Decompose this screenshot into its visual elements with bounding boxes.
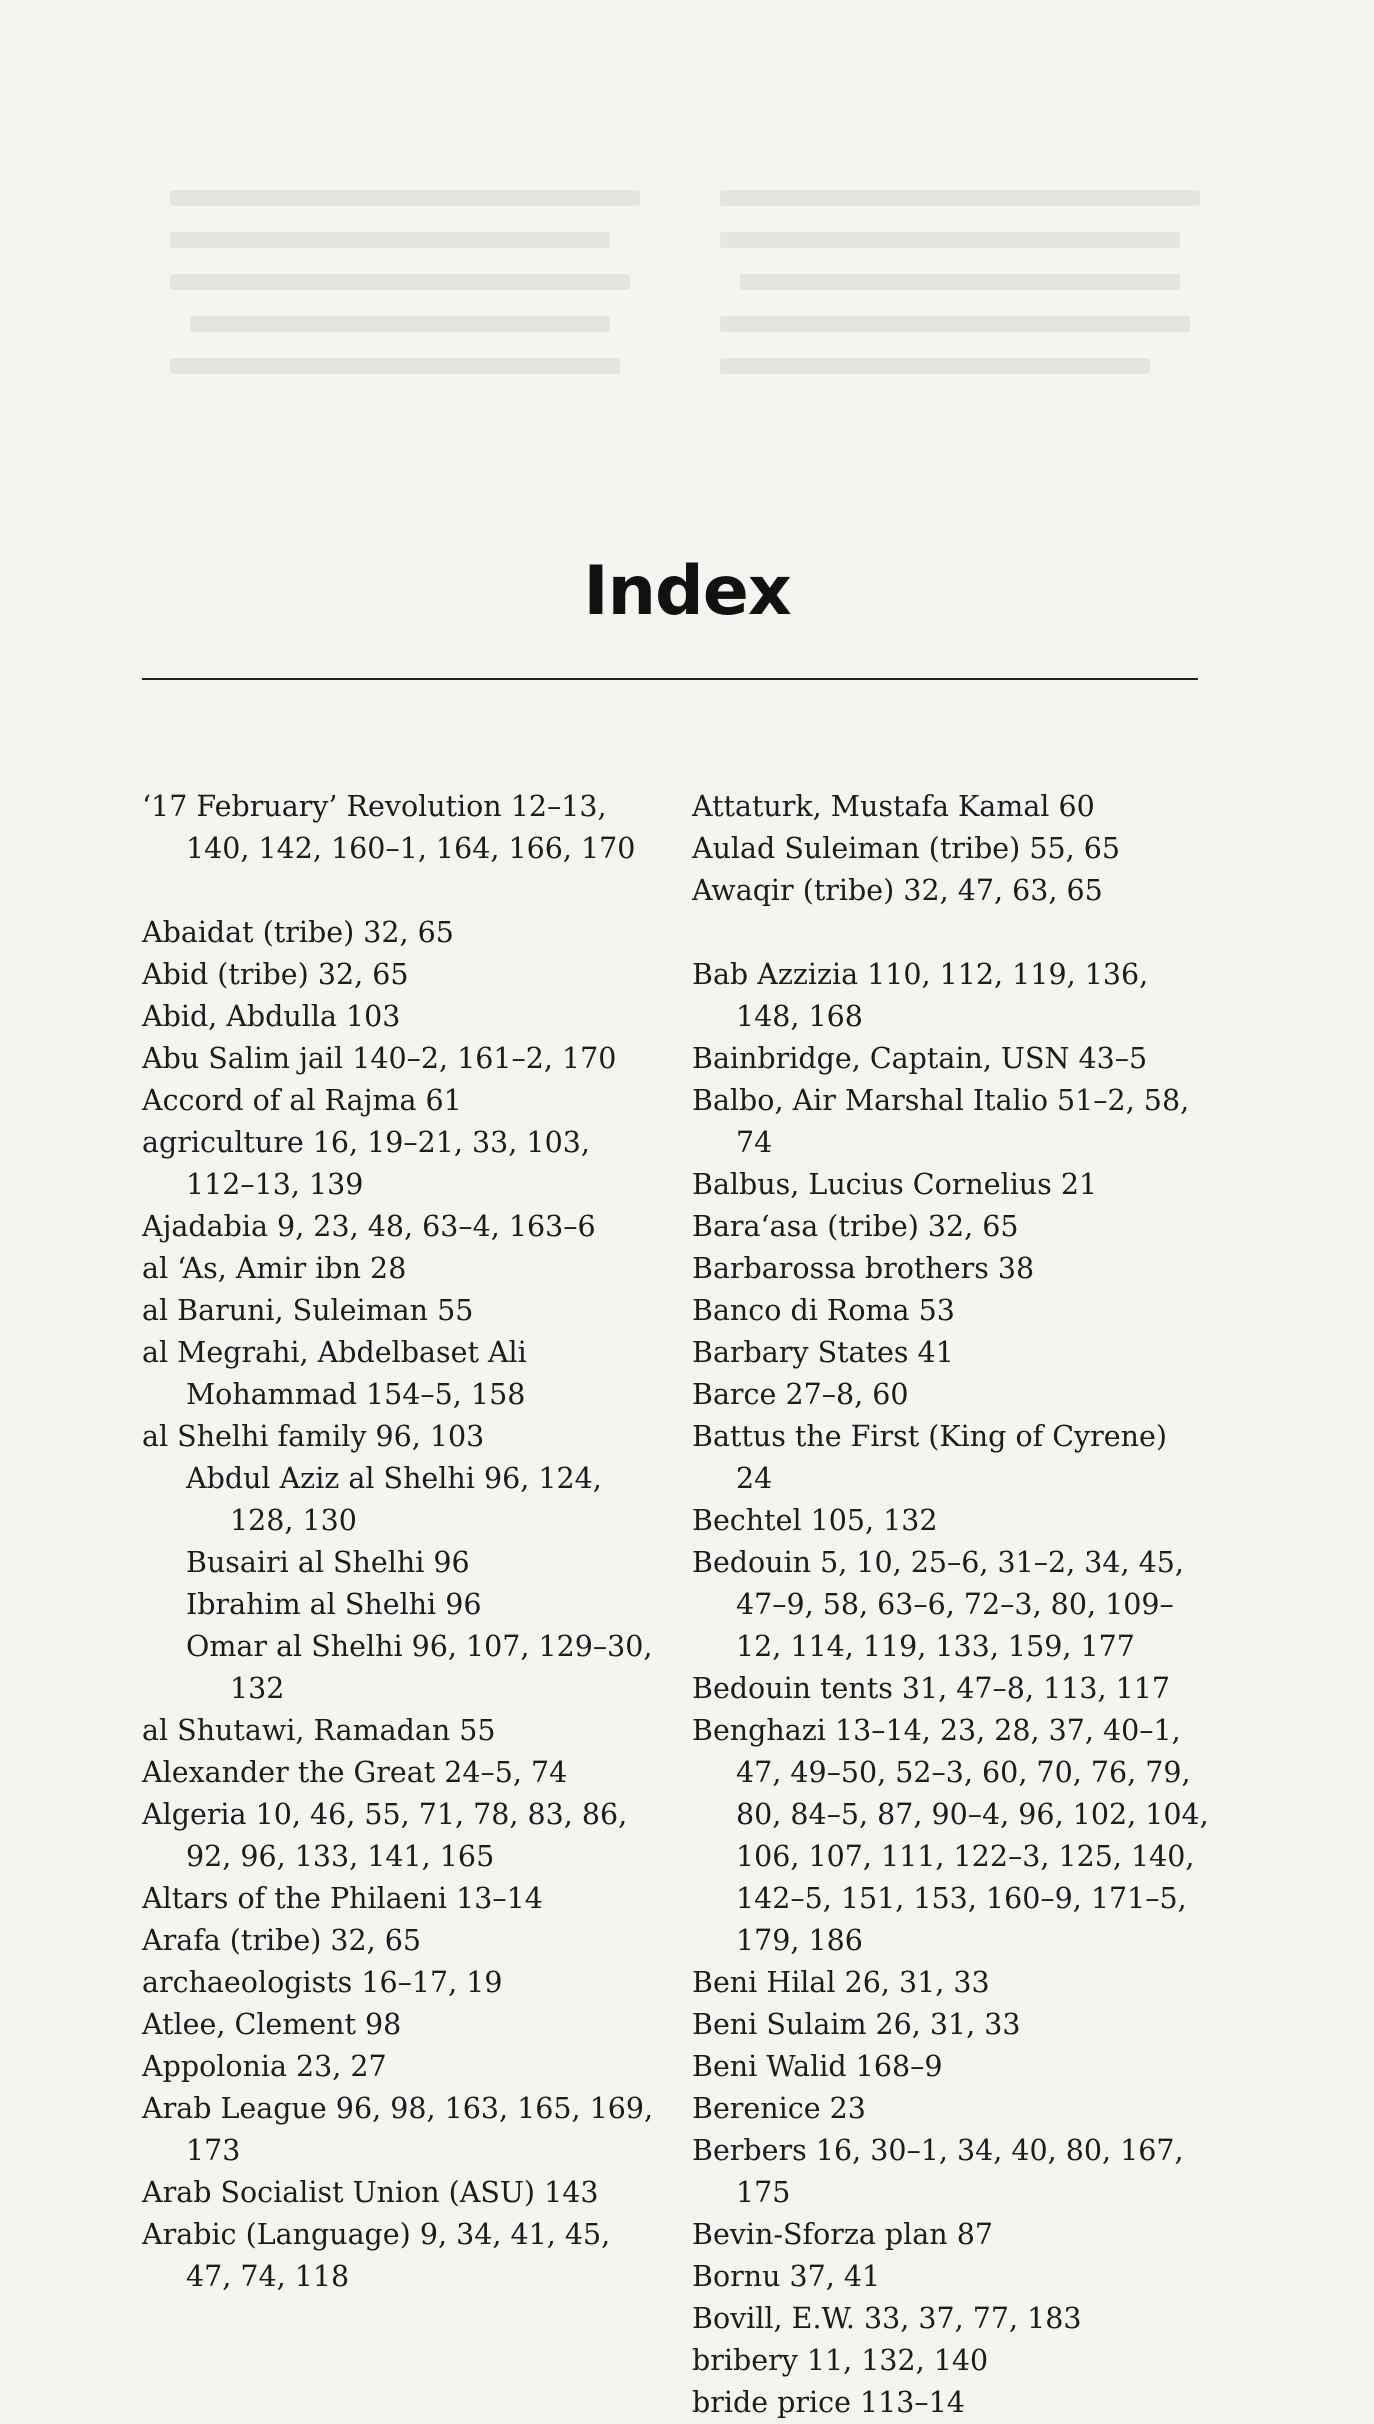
- index-entry: Banco di Roma 53: [692, 1294, 955, 1327]
- index-subentry: Busairi al Shelhi 96: [186, 1546, 470, 1579]
- title-divider: [142, 678, 1198, 680]
- index-entry: Bovill, E.W. 33, 37, 77, 183: [692, 2302, 1082, 2335]
- index-entry: bride price 113–14: [692, 2386, 965, 2419]
- index-entry: Barce 27–8, 60: [692, 1378, 909, 1411]
- index-entry: Benghazi 13–14, 23, 28, 37, 40–1, 47, 49–50, 52–3, 60, 70, 76, 79, 80, 84–5, 87, 90–4, 96, 102, 104, 106, 107, 111, 122–3, 125, 140, 142–5, 151, 153, 160–9, 171–5, 179, 186: [692, 1714, 1209, 1957]
- index-entry: Beni Sulaim 26, 31, 33: [692, 2008, 1021, 2041]
- index-entry: Awaqir (tribe) 32, 47, 63, 65: [692, 874, 1103, 907]
- index-entry: Berenice 23: [692, 2092, 866, 2125]
- index-entry: Bara‘asa (tribe) 32, 65: [692, 1210, 1019, 1243]
- index-entry: Balbus, Lucius Cornelius 21: [692, 1168, 1098, 1201]
- index-entry: Arabic (Language) 9, 34, 41, 45, 47, 74, 118: [142, 2218, 611, 2293]
- index-entry: Appolonia 23, 27: [142, 2050, 387, 2083]
- index-entry: bribery 11, 132, 140: [692, 2344, 989, 2377]
- index-subentry: Abdul Aziz al Shelhi 96, 124, 128, 130: [186, 1462, 602, 1537]
- index-entry: al Megrahi, Abdelbaset Ali Mohammad 154–5, 158: [142, 1336, 527, 1411]
- index-entry: archaeologists 16–17, 19: [142, 1966, 503, 1999]
- index-entry: Atlee, Clement 98: [142, 2008, 402, 2041]
- index-entry: Bedouin tents 31, 47–8, 113, 117: [692, 1672, 1170, 1705]
- index-entry: Bainbridge, Captain, USN 43–5: [692, 1042, 1148, 1075]
- index-entry: Ajadabia 9, 23, 48, 63–4, 163–6: [142, 1210, 596, 1243]
- index-entry: Aulad Suleiman (tribe) 55, 65: [692, 832, 1121, 865]
- index-entry: Battus the First (King of Cyrene) 24: [692, 1420, 1167, 1495]
- index-entry: al Shutawi, Ramadan 55: [142, 1714, 496, 1747]
- index-entry: Bornu 37, 41: [692, 2260, 881, 2293]
- index-entry: ‘17 February’ Revolution 12–13, 140, 142, 160–1, 164, 166, 170: [142, 790, 636, 865]
- index-entry: Barbary States 41: [692, 1336, 954, 1369]
- page-title: Index: [583, 552, 791, 631]
- index-column-right: [692, 786, 1212, 2424]
- index-entry: Berbers 16, 30–1, 34, 40, 80, 167, 175: [692, 2134, 1184, 2209]
- index-entry: al Shelhi family 96, 103: [142, 1420, 485, 1453]
- index-entry: Bevin-Sforza plan 87: [692, 2218, 993, 2251]
- index-entry: Balbo, Air Marshal Italio 51–2, 58, 74: [692, 1084, 1190, 1159]
- index-entry: al ‘As, Amir ibn 28: [142, 1252, 407, 1285]
- index-entry: Abu Salim jail 140–2, 161–2, 170: [142, 1042, 617, 1075]
- index-entry: Abid, Abdulla 103: [142, 1000, 401, 1033]
- index-entry: Beni Walid 168–9: [692, 2050, 943, 2083]
- index-subentry: Omar al Shelhi 96, 107, 129–30, 132: [186, 1630, 653, 1705]
- index-entry: Bedouin 5, 10, 25–6, 31–2, 34, 45, 47–9, 58, 63–6, 72–3, 80, 109–12, 114, 119, 133, 159, 177: [692, 1546, 1184, 1663]
- index-entry: Abid (tribe) 32, 65: [142, 958, 409, 991]
- index-entry: Bechtel 105, 132: [692, 1504, 938, 1537]
- index-entry: Bab Azzizia 110, 112, 119, 136, 148, 168: [692, 958, 1149, 1033]
- index-column-left: [142, 786, 662, 2298]
- index-entry: al Baruni, Suleiman 55: [142, 1294, 474, 1327]
- index-entry: Altars of the Philaeni 13–14: [142, 1882, 543, 1915]
- index-entry: Barbarossa brothers 38: [692, 1252, 1035, 1285]
- index-entry: Algeria 10, 46, 55, 71, 78, 83, 86, 92, 96, 133, 141, 165: [142, 1798, 628, 1873]
- index-entry: Abaidat (tribe) 32, 65: [142, 916, 454, 949]
- index-entry: Arafa (tribe) 32, 65: [142, 1924, 422, 1957]
- index-entry: Attaturk, Mustafa Kamal 60: [692, 790, 1095, 823]
- index-entry: Arab Socialist Union (ASU) 143: [142, 2176, 599, 2209]
- index-entry: Arab League 96, 98, 163, 165, 169, 173: [142, 2092, 654, 2167]
- index-subentry: Ibrahim al Shelhi 96: [186, 1588, 482, 1621]
- index-entry: agriculture 16, 19–21, 33, 103, 112–13, 139: [142, 1126, 590, 1201]
- index-entry: Alexander the Great 24–5, 74: [142, 1756, 568, 1789]
- index-entry: Beni Hilal 26, 31, 33: [692, 1966, 990, 1999]
- index-entry: Accord of al Rajma 61: [142, 1084, 462, 1117]
